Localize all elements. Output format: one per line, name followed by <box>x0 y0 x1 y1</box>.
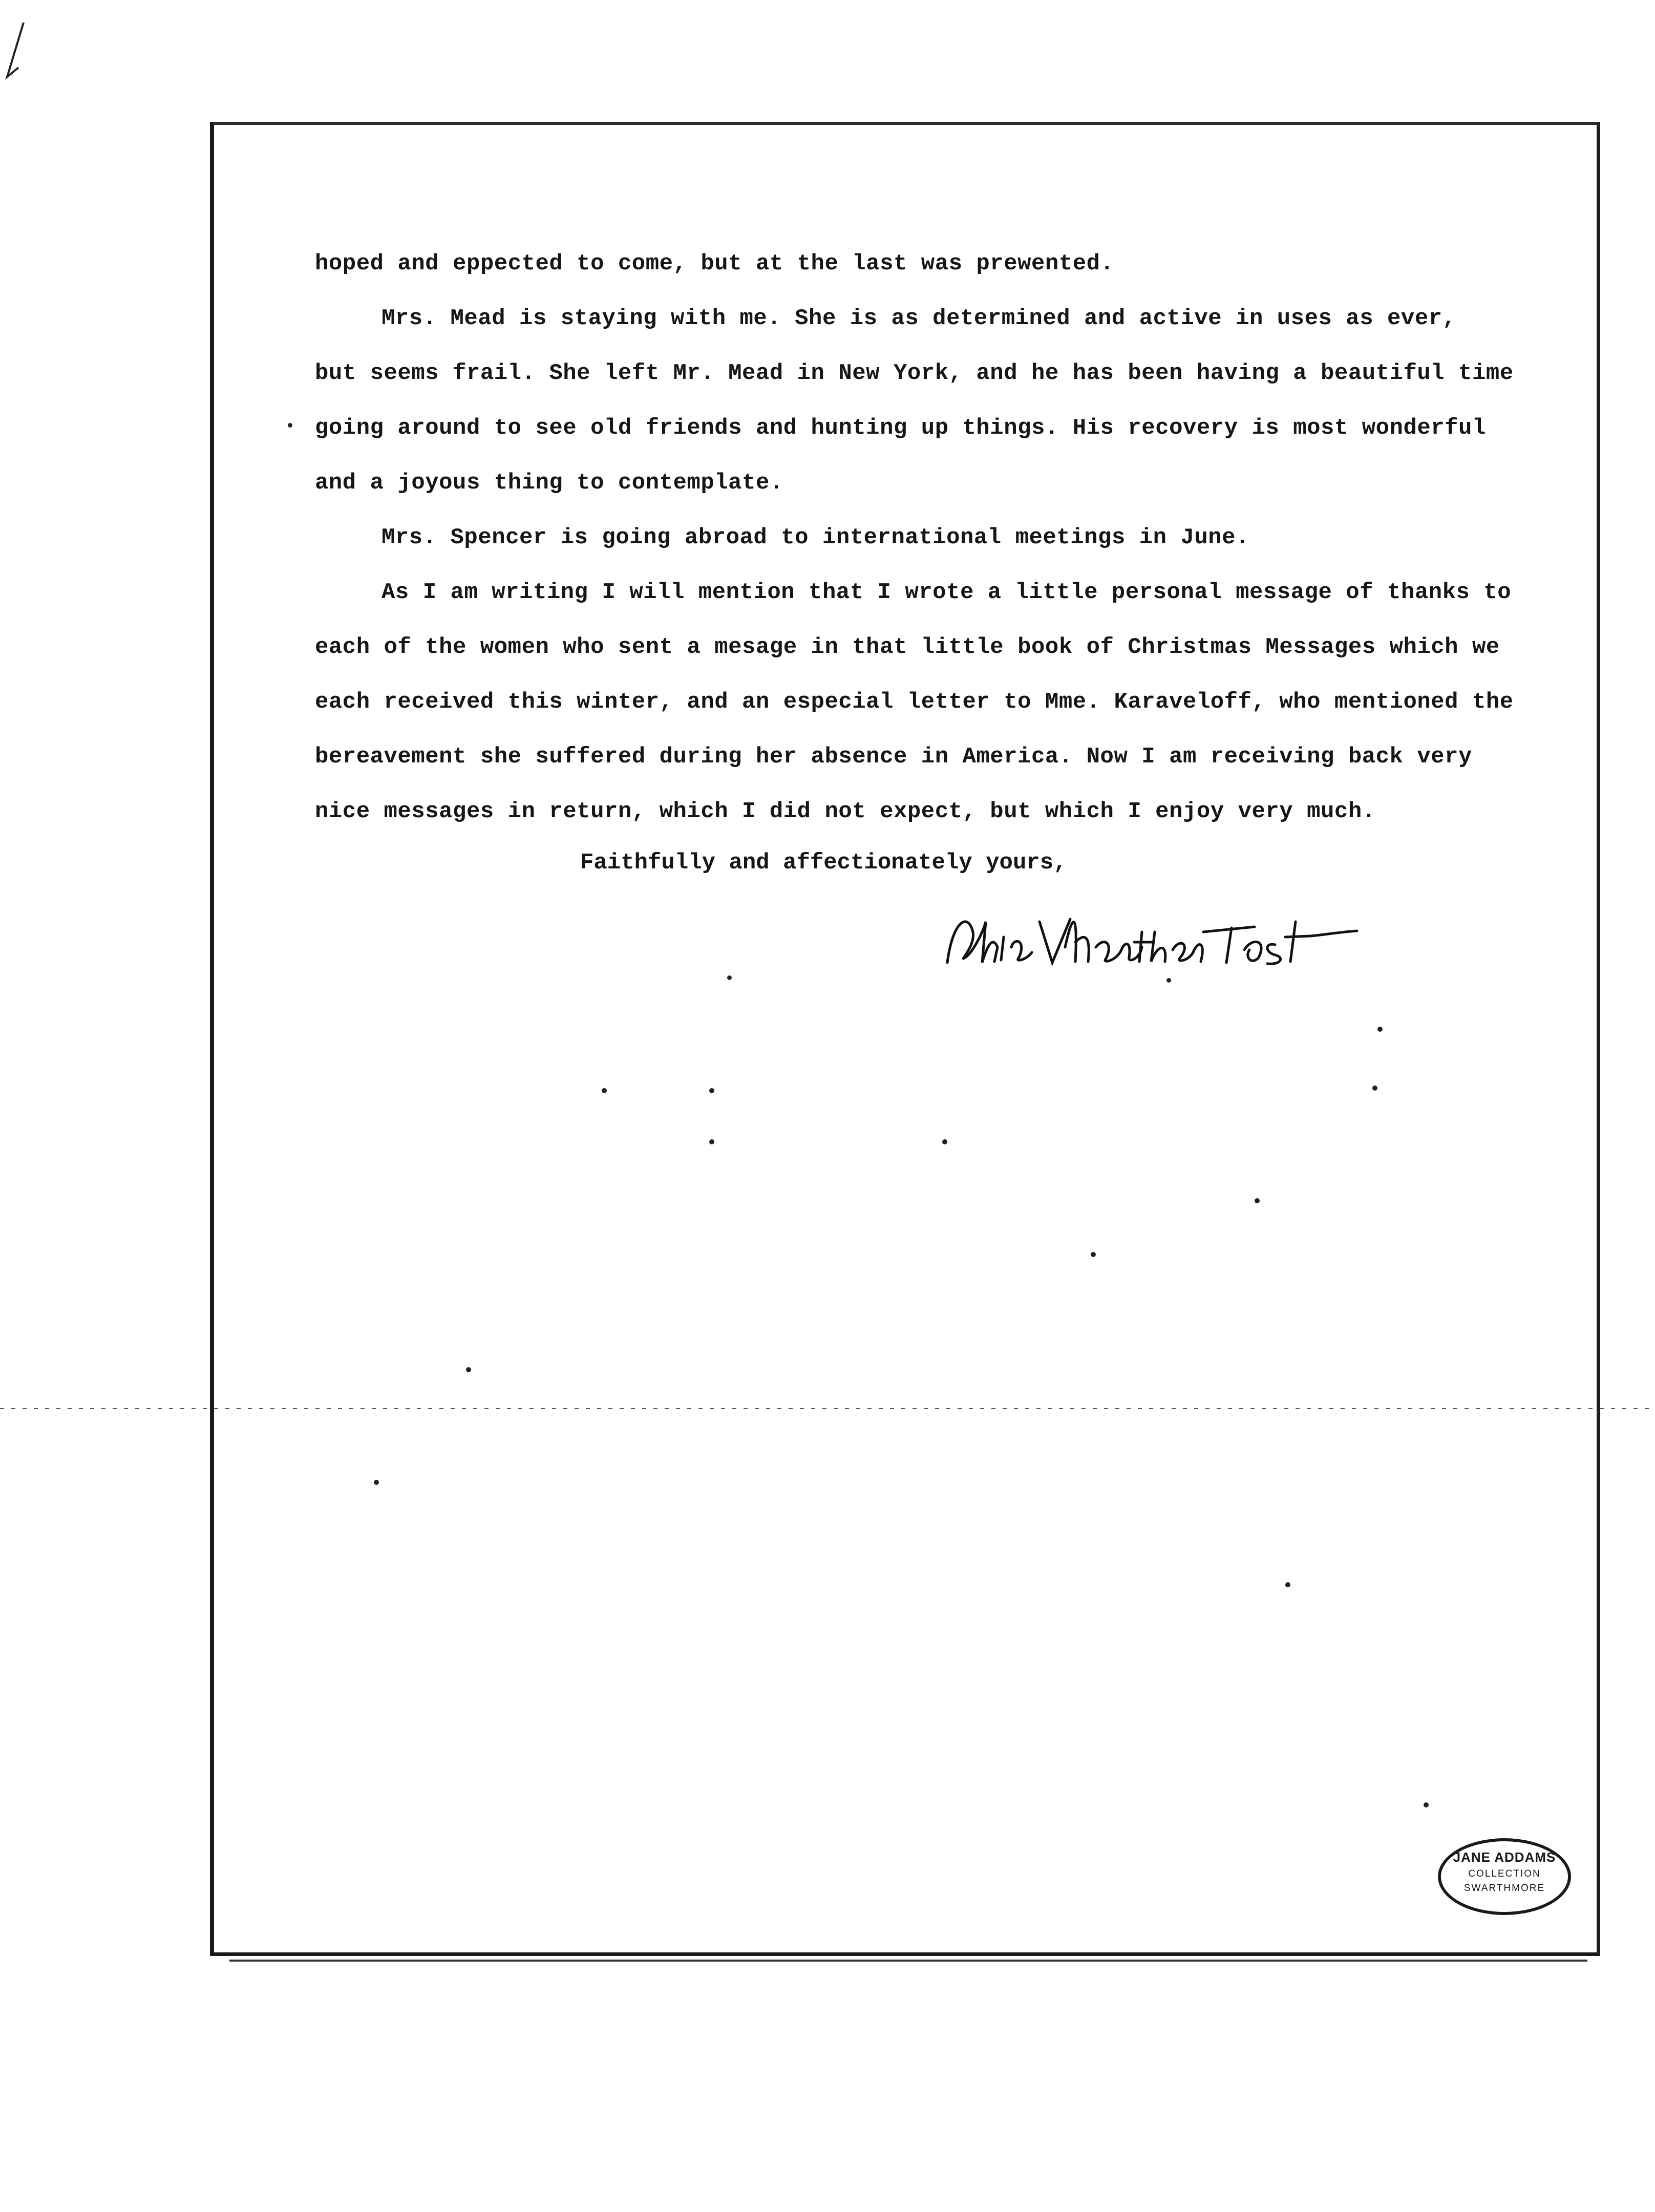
scan-speck <box>1166 978 1171 983</box>
scan-speck <box>602 1088 607 1093</box>
scan-speck <box>466 1367 471 1372</box>
letter-line: hoped and eppected to come, but at the last was prewented. <box>315 251 1114 276</box>
scan-speck <box>288 423 292 428</box>
letter-line: Mrs. Mead is staying with me. She is as determined and active in uses as ever, <box>381 306 1456 331</box>
scan-speck <box>1091 1252 1096 1257</box>
scan-speck <box>1285 1582 1290 1587</box>
scan-speck <box>374 1480 379 1485</box>
handwritten-signature <box>937 901 1367 978</box>
letter-line: bereavement she suffered during her absence in America. Now I am receiving back very <box>315 744 1472 770</box>
letter-line: each received this winter, and an especial letter to Mme. Karaveloff, who mentioned the <box>315 689 1514 715</box>
scan-speck <box>709 1139 714 1144</box>
letter-closing: Faithfully and affectionately yours, <box>580 850 1067 876</box>
archive-stamp <box>1438 1838 1571 1915</box>
letter-line: nice messages in return, which I did not expect, but which I enjoy very much. <box>315 799 1376 824</box>
scan-speck <box>727 975 732 980</box>
letter-body <box>315 237 1544 839</box>
scan-speck <box>1424 1802 1429 1807</box>
stamp-line-1: JANE ADDAMS <box>1453 1849 1556 1865</box>
corner-pencil-mark <box>3 20 26 82</box>
letter-line: and a joyous thing to contemplate. <box>315 470 783 496</box>
stamp-line-3: SWARTHMORE <box>1463 1883 1545 1894</box>
scan-speck <box>709 1088 714 1093</box>
letter-line: Mrs. Spencer is going abroad to international meetings in June. <box>381 525 1249 550</box>
letter-line: each of the women who sent a mesage in that little book of Christmas Messages which we <box>315 634 1500 660</box>
letter-line: but seems frail. She left Mr. Mead in New York, and he has been having a beautiful time <box>315 360 1514 386</box>
scan-speck <box>1372 1086 1377 1091</box>
scan-speck <box>1255 1198 1260 1203</box>
stamp-line-2: COLLECTION <box>1468 1868 1541 1879</box>
fold-line <box>0 1408 1655 1409</box>
signature-drawing <box>937 901 1367 978</box>
scan-speck <box>1377 1027 1383 1032</box>
scan-speck <box>942 1139 947 1144</box>
letter-line: going around to see old friends and hunting up things. His recovery is most wonderful <box>315 415 1486 441</box>
letter-line: As I am writing I will mention that I wrote a little personal message of thanks to <box>381 580 1512 605</box>
